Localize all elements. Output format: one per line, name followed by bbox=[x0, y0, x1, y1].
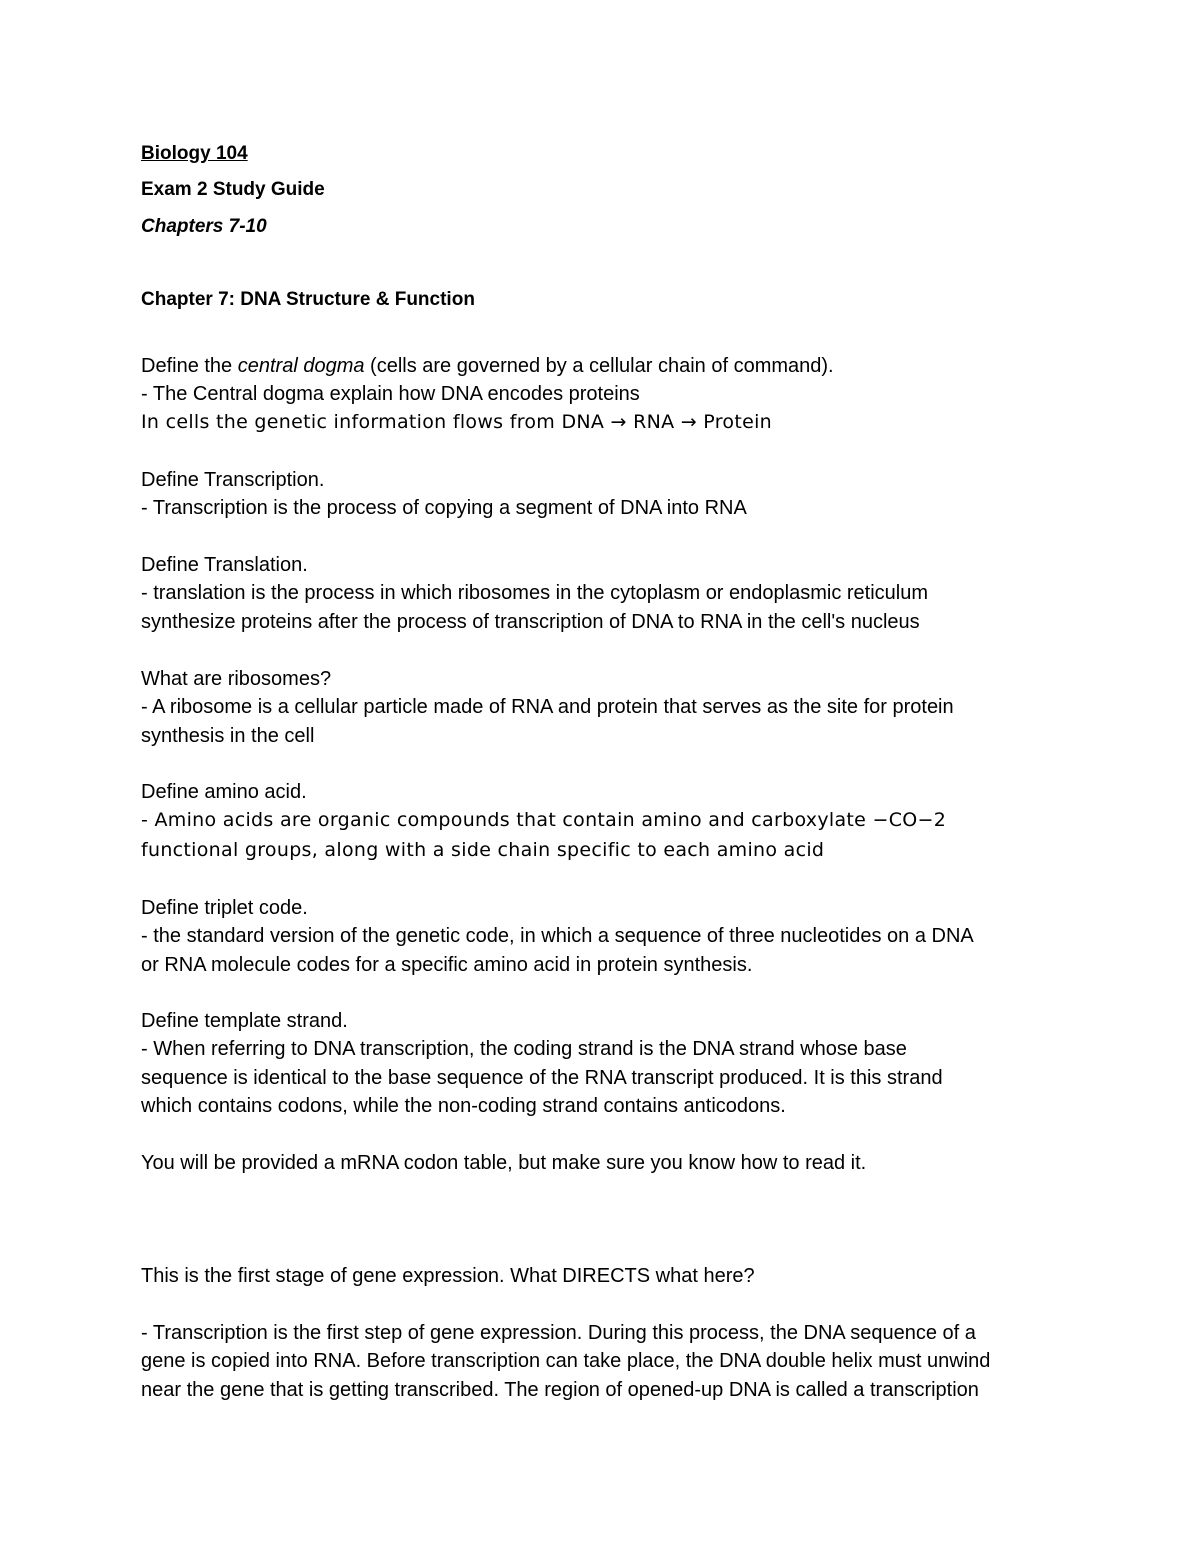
ribosomes-question: What are ribosomes? bbox=[141, 668, 332, 690]
first-stage-answer-3: near the gene that is getting transcribed. The region of opened-up DNA is called a transcription bbox=[141, 1379, 979, 1401]
template-strand-question: Define template strand. bbox=[141, 1010, 348, 1032]
first-stage-question: This is the first stage of gene expression. What DIRECTS what here? bbox=[141, 1265, 755, 1287]
transcription-answer: - Transcription is the process of copying a segment of DNA into RNA bbox=[141, 497, 747, 519]
amino-acid-answer-2: functional groups, along with a side chain specific to each amino acid bbox=[141, 839, 825, 861]
first-stage-answer-1: - Transcription is the first step of gene expression. During this process, the DNA sequence of a bbox=[141, 1322, 976, 1344]
amino-acid-question: Define amino acid. bbox=[141, 781, 307, 803]
amino-acid-answer-1: - Amino acids are organic compounds that contain amino and carboxylate −CO−2 bbox=[141, 809, 947, 831]
central-dogma-question bbox=[141, 354, 834, 378]
triplet-code-question: Define triplet code. bbox=[141, 897, 308, 919]
central-dogma-question-prefix: Define the bbox=[141, 355, 238, 377]
central-dogma-question-suffix: (cells are governed by a cellular chain of command). bbox=[364, 355, 834, 377]
translation-answer-1: - translation is the process in which ribosomes in the cytoplasm or endoplasmic reticulum bbox=[141, 582, 929, 604]
template-strand-answer-1: - When referring to DNA transcription, the coding strand is the DNA strand whose base bbox=[141, 1038, 907, 1060]
course-title: Biology 104 bbox=[141, 143, 248, 164]
template-strand-answer-3: which contains codons, while the non-coding strand contains anticodons. bbox=[141, 1095, 786, 1117]
chapter-7-heading: Chapter 7: DNA Structure & Function bbox=[141, 289, 475, 310]
triplet-code-answer-1: - the standard version of the genetic code, in which a sequence of three nucleotides on a DNA bbox=[141, 925, 974, 947]
triplet-code-answer-2: or RNA molecule codes for a specific amino acid in protein synthesis. bbox=[141, 954, 753, 976]
translation-question: Define Translation. bbox=[141, 554, 308, 576]
central-dogma-term: central dogma bbox=[237, 355, 365, 377]
transcription-question: Define Transcription. bbox=[141, 469, 325, 491]
template-strand-answer-2: sequence is identical to the base sequence of the RNA transcript produced. It is this strand bbox=[141, 1067, 943, 1089]
codon-table-note: You will be provided a mRNA codon table, but make sure you know how to read it. bbox=[141, 1152, 867, 1174]
first-stage-answer-2: gene is copied into RNA. Before transcription can take place, the DNA double helix must unwind bbox=[141, 1350, 991, 1372]
exam-title: Exam 2 Study Guide bbox=[141, 179, 325, 200]
translation-answer-2: synthesize proteins after the process of transcription of DNA to RNA in the cell's nucleus bbox=[141, 611, 920, 633]
chapters-subtitle: Chapters 7-10 bbox=[141, 216, 267, 237]
ribosomes-answer-2: synthesis in the cell bbox=[141, 725, 315, 747]
central-dogma-answer-2: In cells the genetic information flows from DNA → RNA → Protein bbox=[141, 411, 773, 433]
central-dogma-answer-1: - The Central dogma explain how DNA encodes proteins bbox=[141, 383, 640, 405]
ribosomes-answer-1: - A ribosome is a cellular particle made of RNA and protein that serves as the site for protein bbox=[141, 696, 954, 718]
